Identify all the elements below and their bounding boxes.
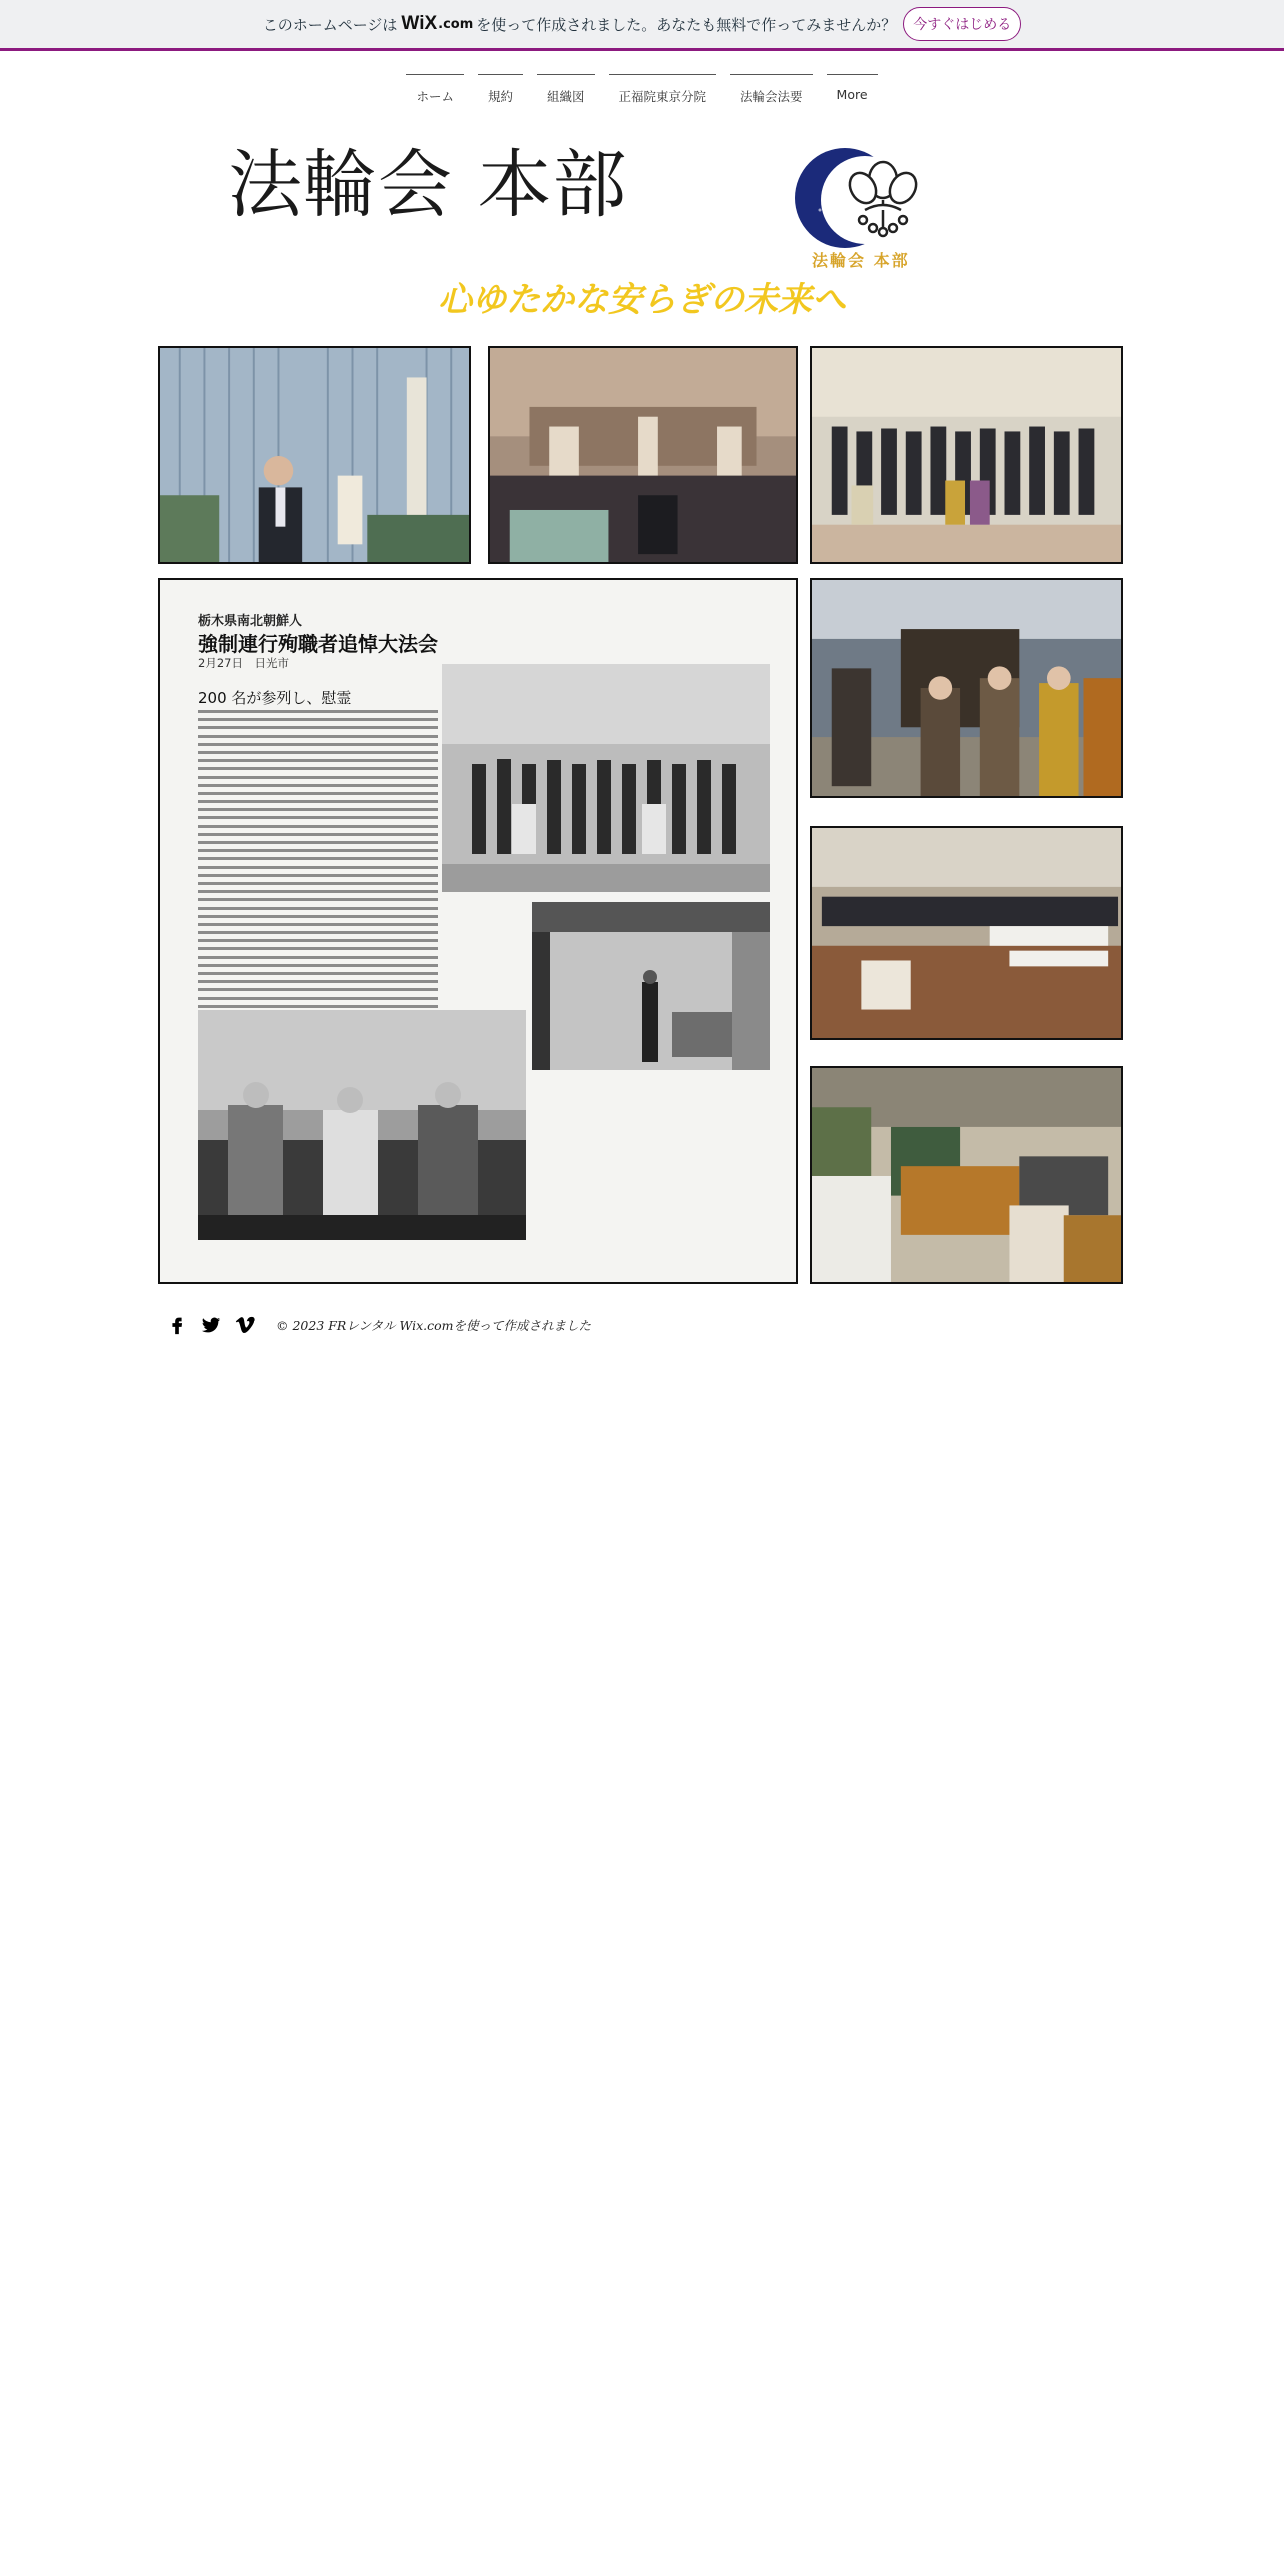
article-photo-three-men xyxy=(198,1010,526,1240)
newspaper-article[interactable] xyxy=(158,578,798,1284)
site-title: 法輪会 本部 xyxy=(228,142,628,228)
article-subhead: 200 名が参列し、慰霊 xyxy=(198,689,352,707)
article-photo-speaker xyxy=(532,902,770,1070)
wix-logo-suffix: .com xyxy=(438,16,474,32)
wix-promo-banner xyxy=(0,0,1284,51)
start-now-button[interactable]: 今すぐはじめる xyxy=(903,7,1021,41)
photo-monks-procession[interactable] xyxy=(810,578,1123,798)
photo-group-portrait[interactable] xyxy=(810,346,1123,564)
nav-item-home[interactable]: ホーム xyxy=(406,74,464,105)
article-photo-group xyxy=(442,664,770,892)
banner-text-post: を使って作成されました。あなたも無料で作ってみませんか？ xyxy=(476,15,897,34)
nav-item-more[interactable]: More xyxy=(827,74,878,105)
twitter-icon[interactable] xyxy=(200,1314,222,1336)
nav-item-rules[interactable]: 規約 xyxy=(478,74,523,105)
photo-altar-ceremony[interactable] xyxy=(488,346,798,564)
tagline: 心ゆたかな安らぎの未来へ xyxy=(438,280,846,320)
wix-logo[interactable]: WiX xyxy=(401,13,438,34)
logo-caption: 法輪会 本部 xyxy=(812,251,910,270)
photo-memorial-service-hall[interactable] xyxy=(810,1066,1123,1284)
photo-banquet-hall[interactable] xyxy=(810,826,1123,1040)
vimeo-icon[interactable] xyxy=(234,1314,256,1336)
nav-item-memorial-service[interactable]: 法輪会法要 xyxy=(730,74,813,105)
facebook-icon[interactable] xyxy=(166,1314,188,1336)
nav-item-org-chart[interactable]: 組織図 xyxy=(537,74,595,105)
copyright-text: © 2023 FRレンタル Wix.comを使って作成されました xyxy=(276,1318,592,1333)
article-body-text xyxy=(198,710,438,1029)
photo-speaker-podium[interactable] xyxy=(158,346,471,564)
article-kicker: 栃木県南北朝鮮人 xyxy=(198,614,303,629)
article-date: 2月27日 日光市 xyxy=(198,656,289,670)
main-nav xyxy=(0,74,1284,105)
footer xyxy=(166,1314,591,1336)
banner-text-pre: このホームページは xyxy=(262,15,398,34)
article-headline: 強制連行殉職者追悼大法会 xyxy=(198,632,438,656)
nav-item-tokyo-branch[interactable]: 正福院東京分院 xyxy=(609,74,717,105)
